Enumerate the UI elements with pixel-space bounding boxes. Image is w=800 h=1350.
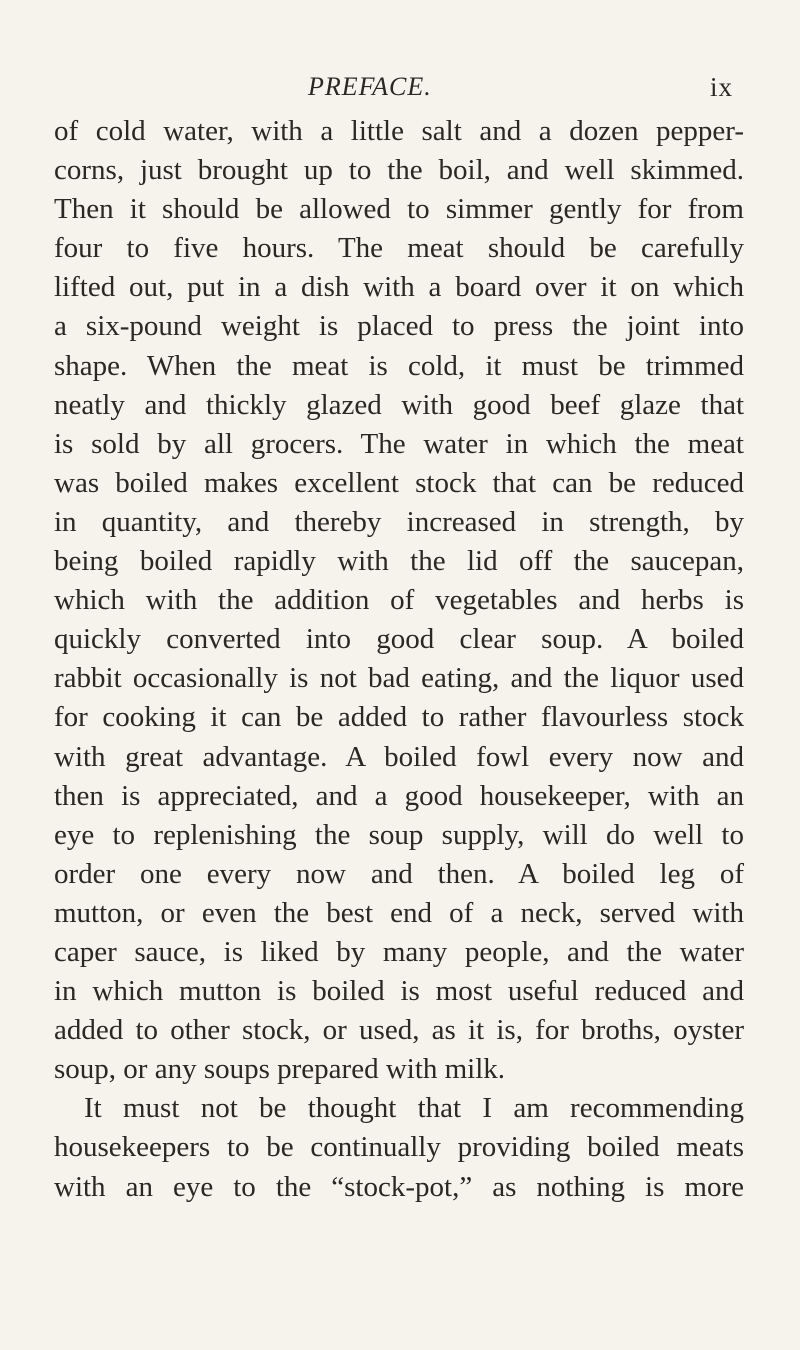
text-line: mutton, or even the best end of a neck, served with bbox=[54, 896, 744, 929]
text-line: caper sauce, is liked by many people, and the water bbox=[54, 935, 744, 968]
text-line: being boiled rapidly with the lid off the saucepan, bbox=[54, 545, 744, 578]
text-line: rabbit occasionally is not bad eating, and the liquor used bbox=[54, 662, 744, 695]
text-line: order one every now and then. A boiled leg of bbox=[54, 857, 744, 890]
text-line: quickly converted into good clear soup. A boiled bbox=[54, 623, 744, 656]
text-line: four to five hours. The meat should be carefully bbox=[54, 232, 744, 265]
text-line: with great advantage. A boiled fowl every now and bbox=[54, 740, 744, 773]
text-line: of cold water, with a little salt and a dozen pepper- bbox=[54, 115, 744, 147]
text-line: added to other stock, or used, as it is, for broths, oyster bbox=[54, 1014, 744, 1047]
text-line: soup, or any soups prepared with milk. bbox=[54, 1053, 506, 1086]
running-head-title: PREFACE. bbox=[308, 72, 432, 101]
text-line: in quantity, and thereby increased in strength, by bbox=[54, 505, 744, 538]
text-line: for cooking it can be added to rather flavourless stock bbox=[54, 701, 744, 734]
text-line: is sold by all grocers. The water in which the meat bbox=[54, 427, 744, 460]
text-line: housekeepers to be continually providing boiled meats bbox=[54, 1131, 744, 1164]
text-line: It must not be thought that I am recommending bbox=[84, 1092, 744, 1125]
text-line: with an eye to the “stock-pot,” as nothing is more bbox=[54, 1170, 744, 1203]
text-line: corns, just brought up to the boil, and well skimmed. bbox=[54, 154, 744, 187]
text-line: Then it should be allowed to simmer gently for from bbox=[54, 193, 744, 226]
text-line: a six-pound weight is placed to press the joint into bbox=[54, 310, 744, 343]
body-text bbox=[54, 112, 744, 1207]
text-line: which with the addition of vegetables and herbs is bbox=[54, 584, 744, 617]
page-number: ix bbox=[710, 72, 734, 102]
text-line: then is appreciated, and a good housekeeper, with an bbox=[54, 779, 744, 812]
text-line: was boiled makes excellent stock that can be reduced bbox=[54, 466, 744, 499]
running-head bbox=[0, 72, 800, 112]
text-line: shape. When the meat is cold, it must be trimmed bbox=[54, 349, 744, 382]
text-line: in which mutton is boiled is most useful reduced and bbox=[54, 975, 744, 1008]
text-line: neatly and thickly glazed with good beef glaze that bbox=[54, 388, 744, 421]
text-line: lifted out, put in a dish with a board over it on which bbox=[54, 271, 744, 304]
text-line: eye to replenishing the soup supply, will do well to bbox=[54, 818, 744, 851]
